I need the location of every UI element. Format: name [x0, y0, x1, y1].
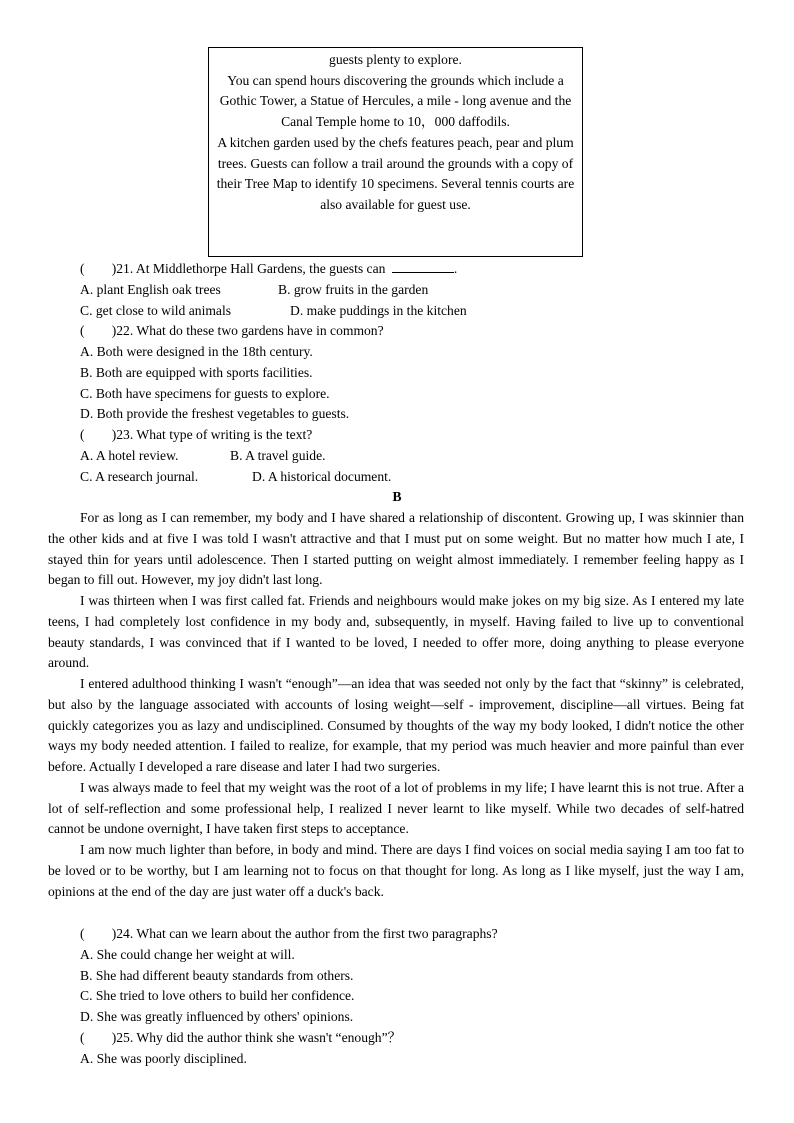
question-group-b [80, 924, 740, 1069]
option-row [80, 280, 740, 301]
question-23: ( )23. What type of writing is the text? [80, 427, 313, 442]
article-paragraph: I was thirteen when I was first called fat. Friends and neighbours would make jokes on my big size. As I entered my late teens, I had completely lost confidence in my body and, subsequently, in myself. Having failed to live up to conventional beauty standards, I was convinced that if I wanted to be loved, I needed to offer more, doing anything to please everyone around. [48, 593, 744, 671]
option-c: C. She tried to love others to build her confidence. [80, 988, 355, 1004]
answer-blank[interactable] [392, 260, 454, 273]
question-group-a [80, 259, 740, 487]
question-stem: ( )21. At Middlethorpe Hall Gardens, the guests can [80, 261, 386, 276]
option-b: B. grow fruits in the garden [278, 281, 429, 297]
option-row [80, 446, 740, 467]
option-a: A. She was poorly disciplined. [80, 1050, 247, 1066]
option-row [80, 467, 740, 488]
option-b: B. Both are equipped with sports facilities. [80, 364, 313, 380]
option-d: D. She was greatly influenced by others' opinions. [80, 1009, 354, 1024]
question-24: ( )24. What can we learn about the author from the first two paragraphs? [80, 926, 498, 941]
option-b: B. She had different beauty standards from others. [80, 967, 354, 983]
option-b: B. A travel guide. [230, 447, 326, 463]
question-25: ( )25. Why did the author think she wasn't “enough”？ [80, 1029, 402, 1045]
question-21 [80, 259, 740, 280]
option-c: C. A research journal. [80, 468, 199, 484]
blank-end: . [453, 261, 458, 276]
option-c: C. get close to wild animals [80, 302, 232, 318]
article-paragraph: I entered adulthood thinking I wasn't “enough”—an idea that was seeded not only by the fact that “skinny” is celebrated, but also by the language associated with accounts of losing weight—self - improvement, discipline—all virtues. Being fat quickly categorizes you as lazy and undisciplined. Consumed by thoughts of the way my body looked, I didn't notice the other ways my body needed attention. I failed to realize, for example, that my period was much heavier and more painful than ever before. Actually I developed a rare disease and later I had two surgeries. [48, 676, 744, 774]
option-a: A. Both were designed in the 18th century. [80, 344, 313, 359]
option-d: D. Both provide the freshest vegetables to guests. [80, 406, 350, 422]
article-paragraph: I was always made to feel that my weight was the root of a lot of problems in my life; I have learnt this is not true. After a lot of self-reflection and some professional help, I realized I never learnt to like myself. While two decades of self-hatred cannot be undone overnight, I have taken first steps to acceptance. [48, 779, 744, 837]
article-body [48, 508, 744, 902]
question-22: ( )22. What do these two gardens have in common? [80, 323, 384, 339]
option-a: A. plant English oak trees [80, 281, 221, 297]
option-d: D. make puddings in the kitchen [290, 302, 467, 318]
option-a: A. A hotel review. [80, 447, 179, 463]
passage-box [208, 47, 583, 257]
option-d: D. A historical document. [252, 468, 392, 484]
option-a: A. She could change her weight at will. [80, 946, 295, 962]
article-paragraph: I am now much lighter than before, in body and mind. There are days I find voices on social media saying I am too fat to be loved or to be worthy, but I am learning not to focus on that thought for long. As long as I like myself, just the way I am, opinions at the end of the day are just water off a duck's back. [48, 842, 744, 899]
passage-line: guests plenty to explore. [329, 52, 462, 67]
passage-line: You can spend hours discovering the grounds which include a Gothic Tower, a Statue of Hercules, a mile - long avenue and the Canal Temple home to 10，000 daffodils. [219, 72, 572, 130]
article-paragraph: For as long as I can remember, my body and I have shared a relationship of discontent. Growing up, I was skinnier than the other kids and at five I was told I wasn't attractive and that I must put on some weight. But no matter how much I ate, I stayed thin for years until adolescence. Then I started putting on weight almost immediately. I remember feeling happy as I began to fill out. However, my joy didn't last long. [48, 510, 744, 588]
passage-line: A kitchen garden used by the chefs features peach, pear and plum trees. Guests can follow a trail around the grounds with a copy of their Tree Map to identify 10 specimens. Several tennis courts are also available for guest use. [216, 134, 575, 212]
section-heading: B [392, 489, 402, 504]
option-row [80, 301, 740, 322]
option-c: C. Both have specimens for guests to explore. [80, 385, 330, 401]
